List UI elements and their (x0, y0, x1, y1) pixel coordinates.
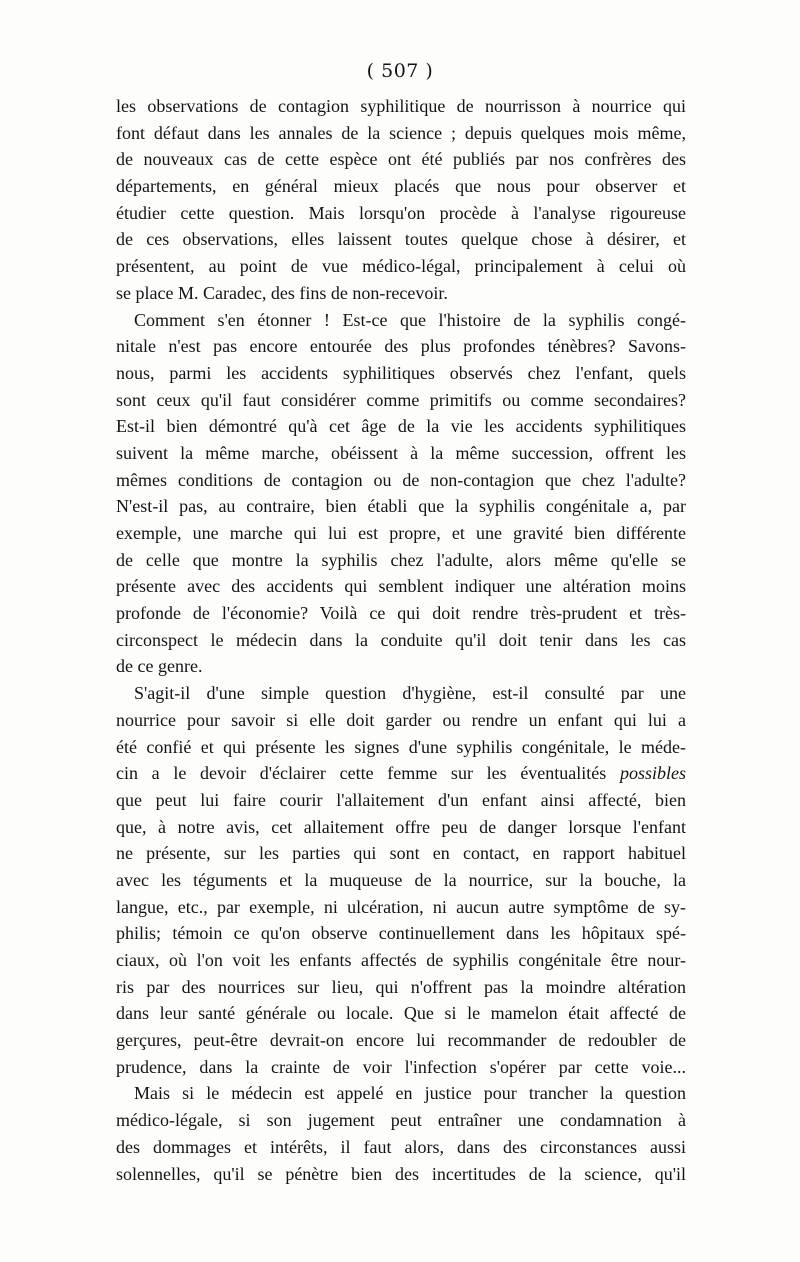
text-line (116, 627, 686, 654)
text-line-content: mêmes conditions de contagion ou de non-contagion que chez l'adulte? (116, 469, 686, 490)
text-line (116, 867, 686, 894)
text-line-content: de nouveaux cas de cette espèce ont été publiés par nos confrères des (116, 149, 686, 170)
text-line (116, 93, 686, 120)
text-line-content: présente avec des accidents qui semblent indiquer une altération moins (116, 576, 686, 597)
text-line (116, 840, 686, 867)
text-line (116, 600, 686, 627)
text-line (116, 1027, 686, 1054)
text-line-content: que, à notre avis, cet allaitement offre peu de danger lorsque l'enfant (116, 816, 686, 837)
text-line-content: langue, etc., par exemple, ni ulcération, ni aucun autre symptôme de sy- (116, 896, 686, 917)
text-line (116, 920, 686, 947)
text-line (116, 307, 686, 334)
text-line-content: S'agit-il d'une simple question d'hygiène, est-il consulté par une (134, 683, 686, 704)
text-line-content: circonspect le médecin dans la conduite qu'il doit tenir dans les cas (116, 629, 686, 650)
text-line-content: Est-il bien démontré qu'à cet âge de la vie les accidents syphilitiques (116, 416, 686, 437)
text-line (116, 707, 686, 734)
text-line-content: nitale n'est pas encore entourée des plus profondes ténèbres? Savons- (116, 336, 686, 357)
text-line (116, 653, 686, 680)
text-line-content: nourrice pour savoir si elle doit garder ou rendre un enfant qui lui a (116, 709, 686, 730)
page-number: ( 507 ) (366, 60, 434, 82)
text-line-content: Mais si le médecin est appelé en justice pour trancher la question (134, 1083, 686, 1104)
text-line-content: présentent, au point de vue médico-légal, principalement à celui où (116, 256, 686, 277)
text-line-content: font défaut dans les annales de la science ; depuis quelques mois même, (116, 122, 686, 143)
text-line-content: de celle que montre la syphilis chez l'adulte, alors même qu'elle se (116, 549, 686, 570)
text-line (116, 520, 686, 547)
text-line-content: avec les téguments et la muqueuse de la nourrice, sur la bouche, la (116, 869, 686, 890)
text-line (116, 253, 686, 280)
text-line-content: étudier cette question. Mais lorsqu'on procède à l'analyse rigoureuse (116, 202, 686, 223)
text-line-content: sont ceux qu'il faut considérer comme primitifs ou comme secondaires? (116, 389, 686, 410)
text-line-content: N'est-il pas, au contraire, bien établi que la syphilis congénitale a, par (116, 496, 686, 517)
text-line-content: été confié et qui présente les signes d'une syphilis congénitale, le méde- (116, 736, 686, 757)
text-line (116, 680, 686, 707)
body-text (116, 93, 686, 1187)
text-line (116, 333, 686, 360)
text-line-content: Comment s'en étonner ! Est-ce que l'histoire de la syphilis congé- (134, 309, 686, 330)
text-line (116, 1054, 686, 1081)
text-line (116, 146, 686, 173)
text-line (116, 787, 686, 814)
text-line (116, 547, 686, 574)
text-line (116, 974, 686, 1001)
text-line (116, 467, 686, 494)
text-line-content: dans leur santé générale ou locale. Que si le mamelon était affecté de (116, 1003, 686, 1024)
text-line (116, 1080, 686, 1107)
text-line-content: médico-légale, si son jugement peut entraîner une condamnation à (116, 1110, 686, 1131)
text-line-content: suivent la même marche, obéissent à la même succession, offrent les (116, 442, 686, 463)
text-line-content: ris par des nourrices sur lieu, qui n'offrent pas la moindre altération (116, 976, 686, 997)
text-line-content: philis; témoin ce qu'on observe continuellement dans les hôpitaux spé- (116, 923, 686, 944)
text-line-content: exemple, une marche qui lui est propre, et une gravité bien différente (116, 523, 686, 543)
text-line (116, 814, 686, 841)
emphasized-word: possibles (619, 763, 686, 784)
text-line (116, 226, 686, 253)
text-line-content: des dommages et intérêts, il faut alors, dans des circonstances aussi (116, 1136, 686, 1157)
text-line (116, 440, 686, 467)
text-line-content: départements, en général mieux placés que nous pour observer et (116, 176, 686, 197)
text-line (116, 947, 686, 974)
text-line-content: prudence, dans la crainte de voir l'infection s'opérer par cette voie... (116, 1056, 686, 1077)
text-line-content: ciaux, où l'on voit les enfants affectés de syphilis congénitale être nour- (116, 950, 686, 970)
text-line (116, 360, 686, 387)
text-line-content: les observations de contagion syphilitique de nourrisson à nourrice qui (116, 96, 686, 116)
text-line-content: profonde de l'économie? Voilà ce qui doit rendre très-prudent et très- (116, 603, 686, 624)
text-line (116, 573, 686, 600)
text-line-content: de ces observations, elles laissent toutes quelque chose à désirer, et (116, 229, 686, 250)
text-line-content: gerçures, peut-être devrait-on encore lui recommander de redoubler de (116, 1030, 686, 1051)
text-line (116, 760, 686, 787)
text-line (116, 1161, 686, 1188)
text-line (116, 120, 686, 147)
text-line-content: ne présente, sur les parties qui sont en contact, en rapport habituel (116, 843, 686, 864)
text-line (116, 493, 686, 520)
text-line-content: nous, parmi les accidents syphilitiques observés chez l'enfant, quels (116, 362, 686, 383)
text-line-content: cin a le devoir d'éclairer cette femme sur les éventualités (116, 763, 620, 784)
text-line-content: que peut lui faire courir l'allaitement d'un enfant ainsi affecté, bien (116, 789, 686, 810)
text-line (116, 387, 686, 414)
text-line (116, 280, 686, 307)
text-line (116, 1107, 686, 1134)
text-line-content: de ce genre. (116, 656, 203, 677)
text-line (116, 1000, 686, 1027)
text-line (116, 200, 686, 227)
text-line-content: se place M. Caradec, des fins de non-recevoir. (116, 282, 448, 303)
text-line-content: solennelles, qu'il se pénètre bien des incertitudes de la science, qu'il (116, 1163, 686, 1184)
text-line (116, 734, 686, 761)
text-line (116, 1134, 686, 1161)
text-line (116, 413, 686, 440)
text-line (116, 173, 686, 200)
text-line (116, 894, 686, 921)
